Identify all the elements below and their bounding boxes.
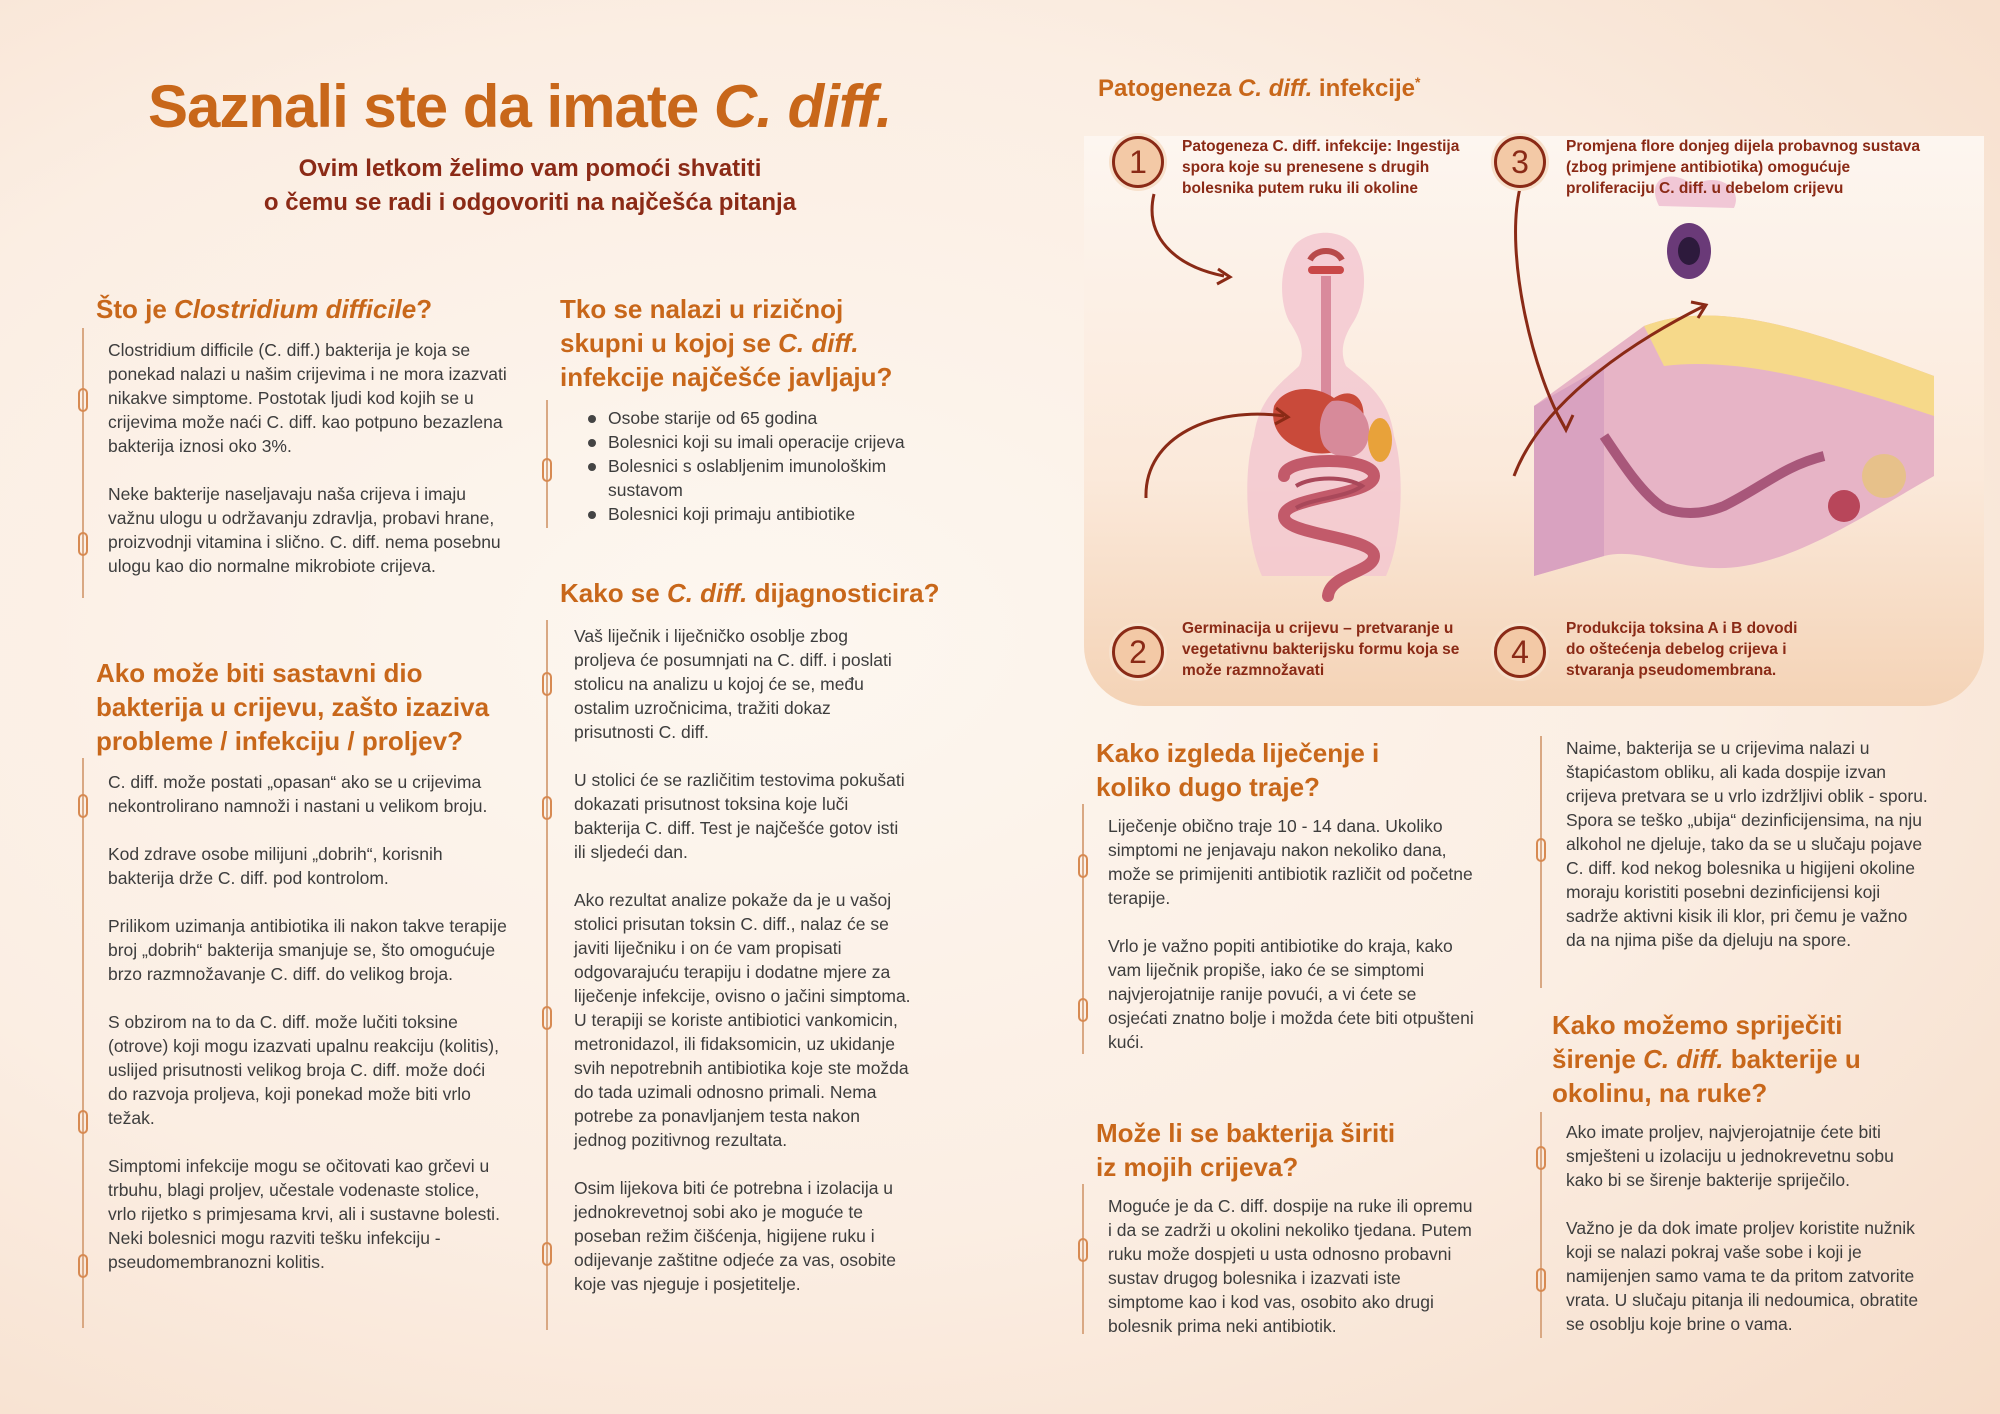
list-item: Bolesnici s oslabljenim imunološkim sustavom [580, 454, 920, 502]
page-title: Saznali ste da imate C. diff. [148, 73, 892, 140]
bracket-marker [1536, 1268, 1546, 1292]
section-prevention-text: Ako imate proljev, najvjerojatnije ćete biti smješteni u izolaciju u jednokrevetnu sobu kako bi se širenje bakterije spriječilo. Važno je da dok imate proljev koristite nužnik koji se nalazi pokraj vaše sobe i koji je namijenjen samo vama te da pritom zatvorite vrata. U slučaju pitanja ili nedoumica, obratite se osoblju koje brine o vama. [1566, 1122, 1919, 1334]
bracket-marker [1536, 1146, 1546, 1170]
diagram-title: Patogeneza C. diff. infekcije* [1098, 74, 1421, 102]
divider-line [82, 758, 84, 1328]
bracket-marker [78, 794, 88, 818]
bracket-marker [542, 1242, 552, 1266]
heading-risk-group: Tko se nalazi u rizičnoj skupni u kojoj se C. diff. infekcije najčešće javljaju? [560, 294, 893, 392]
bracket-marker [542, 458, 552, 482]
section-spores-text: Naime, bakterija se u crijevima nalazi u štapićastom obliku, ali kada dospije izvan crijeva pretvara se u vrlo izdržljivi oblik - sporu. Spora se teško „ubija“ dezinficijensima, na nju alkohol ne djeluje, tako da se u slučaju pojave C. diff. kod nekog bolesnika u higijeni okoline moraju koristiti posebni dezinficijensi koji sadrže aktivni kisik ili klor, pri čemu je važno da na njima piše da djeluju na spore. [1566, 738, 1928, 950]
section-treatment-text: Liječenje obično traje 10 - 14 dana. Ukoliko simptomi ne jenjavaju nakon nekoliko dana, može se primijeniti antibiotik različit od početne terapije. Vrlo je važno popiti antibiotike do kraja, kako vam liječnik propiše, iako će se simptomi najvjerojatnije ranije povući, a vi ćete se osjećati znatno bolje i možda ćete biti otpušteni kući. [1108, 816, 1474, 1052]
bracket-marker [1078, 1238, 1088, 1262]
bracket-marker [542, 1006, 552, 1030]
step-3-text: Promjena flore donjeg dijela probavnog sustava (zbog primjene antibiotika) omogućuje proliferaciju C. diff. u debelom crijevu [1566, 138, 1920, 197]
list-item: Bolesnici koji primaju antibiotike [580, 502, 920, 526]
heading-why-problems: Ako može biti sastavni dio bakterija u crijevu, zašto izaziva probleme / infekciju / proljev? [96, 658, 490, 756]
step-4-text: Produkcija toksina A i B dovodi do oštećenja debelog crijeva i stvaranja pseudomembrana. [1566, 620, 1798, 679]
bracket-marker [78, 1254, 88, 1278]
section-diagnosis-text: Vaš liječnik i liječničko osoblje zbog proljeva će posumnjati na C. diff. i poslati stolicu na analizu u kojoj će se, među ostalim uzročnicima, tražiti dokaz prisutnosti C. diff. U stolici će se različitim testovima pokušati dokazati prisutnost toksina koje luči bakterija C. diff. Test je najčešće gotov isti ili sljedeći dan. Ako rezultat analize pokaže da je u vašoj stolici prisutan toksin C. diff., nalaz će se javiti liječniku i on će vam propisati odgovarajuću terapiju i dodatne mjere za liječenje infekcije, ovisno o jačini simptoma. U terapiji se koriste antibiotici vankomicin, metronidazol, ili fidaksomicin, uz ukidanje svih nepotrebnih antibiotika koje ste možda do tada uzimali odnosno primali. Nema potrebe za ponavljanjem testa nakon jednog pozitivnog rezultata. Osim lijekova biti će potrebna i izolacija u jednokrevetnoj sobi ako je moguće te poseban režim čišćenja, higijene ruku i odijevanje zaštitne odjeće za vas, osobite koje vas njeguje i posjetitelje. [574, 626, 911, 1294]
step-2-text: Germinacija u crijevu – pretvaranje u vegetativnu bakterijsku formu koja se može razmnožavati [1182, 620, 1460, 679]
bracket-marker [1536, 838, 1546, 862]
bracket-marker [1078, 854, 1088, 878]
heading-spread: Može li se bakterija širiti iz mojih crijeva? [1096, 1118, 1396, 1182]
section-spread-text: Moguće je da C. diff. dospije na ruke ili opremu i da se zadrži u okolini nekoliko tjedana. Putem ruku može dospjeti u usta odnosno probavni sustav drugog bolesnika i izazvati iste simptome kao i kod vas, osobito ako drugi bolesnik prima neki antibiotik. [1108, 1196, 1473, 1336]
risk-group-list [580, 406, 920, 526]
divider-line [546, 620, 548, 1330]
list-item: Bolesnici koji su imali operacije crijeva [580, 430, 920, 454]
bracket-marker [78, 1110, 88, 1134]
heading-treatment: Kako izgleda liječenje i koliko dugo traje? [1096, 738, 1380, 802]
bracket-marker [542, 796, 552, 820]
page-subtitle: Ovim letkom želimo vam pomoći shvatiti o čemu se radi i odgovoriti na najčešća pitanja [263, 155, 797, 216]
step-4-number: 4 [1494, 626, 1546, 678]
divider-line [1540, 736, 1542, 988]
bracket-marker [78, 532, 88, 556]
list-item: Osobe starije od 65 godina [580, 406, 920, 430]
pathogenesis-diagram [1084, 136, 1984, 706]
heading-prevention: Kako možemo spriječiti širenje C. diff. bakterije u okolinu, na ruke? [1552, 1010, 1861, 1108]
divider-line [82, 328, 84, 598]
bracket-marker [542, 672, 552, 696]
section-what-is-cdiff-text: Clostridium difficile (C. diff.) bakterija je koja se ponekad nalazi u našim crijevima i ne mora izazvati nikakve simptome. Postotak ljudi kod kojih se u crijevima može naći C. diff. kao potpuno bezazlena bakterija iznosi oko 3%. Neke bakterije naseljavaju naša crijeva i imaju važnu ulogu u održavanju zdravlja, probavi hrane, proizvodnji vitamina i slično. C. diff. nema posebnu ulogu kao dio normalne mikrobiote crijeva. [108, 340, 507, 576]
heading-what-is-cdiff: Što je Clostridium difficile? [96, 294, 433, 324]
bracket-marker [1078, 998, 1088, 1022]
heading-diagnosis: Kako se C. diff. dijagnosticira? [560, 578, 940, 608]
step-3-number: 3 [1494, 136, 1546, 188]
step-1-number: 1 [1112, 136, 1164, 188]
step-1-text: Patogeneza C. diff. infekcije: Ingestija spora koje su prenesene s drugih bolesnika putem ruku ili okoline [1182, 138, 1460, 197]
step-2-number: 2 [1112, 626, 1164, 678]
bracket-marker [78, 388, 88, 412]
section-why-problems-text: C. diff. može postati „opasan“ ako se u crijevima nekontrolirano namnoži i nastani u velikom broju. Kod zdrave osobe milijuni „dobrih“, korisnih bakterija drže C. diff. pod kontrolom. Prilikom uzimanja antibiotika ili nakon takve terapije broj „dobrih“ bakterija smanjuje se, što omogućuje brzo razmnožavanje C. diff. do velikog broja. S obzirom na to da C. diff. može lučiti toksine (otrove) koji mogu izazvati upalnu reakciju (kolitis), uslijed prisutnosti velikog broja C. diff. može doći do razvoja proljeva, koji ponekad može biti vrlo težak. Simptomi infekcije mogu se očitovati kao grčevi u trbuhu, blagi proljev, učestale vodenaste stolice, vrlo rijetko s primjesama krvi, ali i sustavne bolesti. Neki bolesnici mogu razviti tešku infekciju - pseudomembranozni kolitis. [108, 772, 507, 1272]
